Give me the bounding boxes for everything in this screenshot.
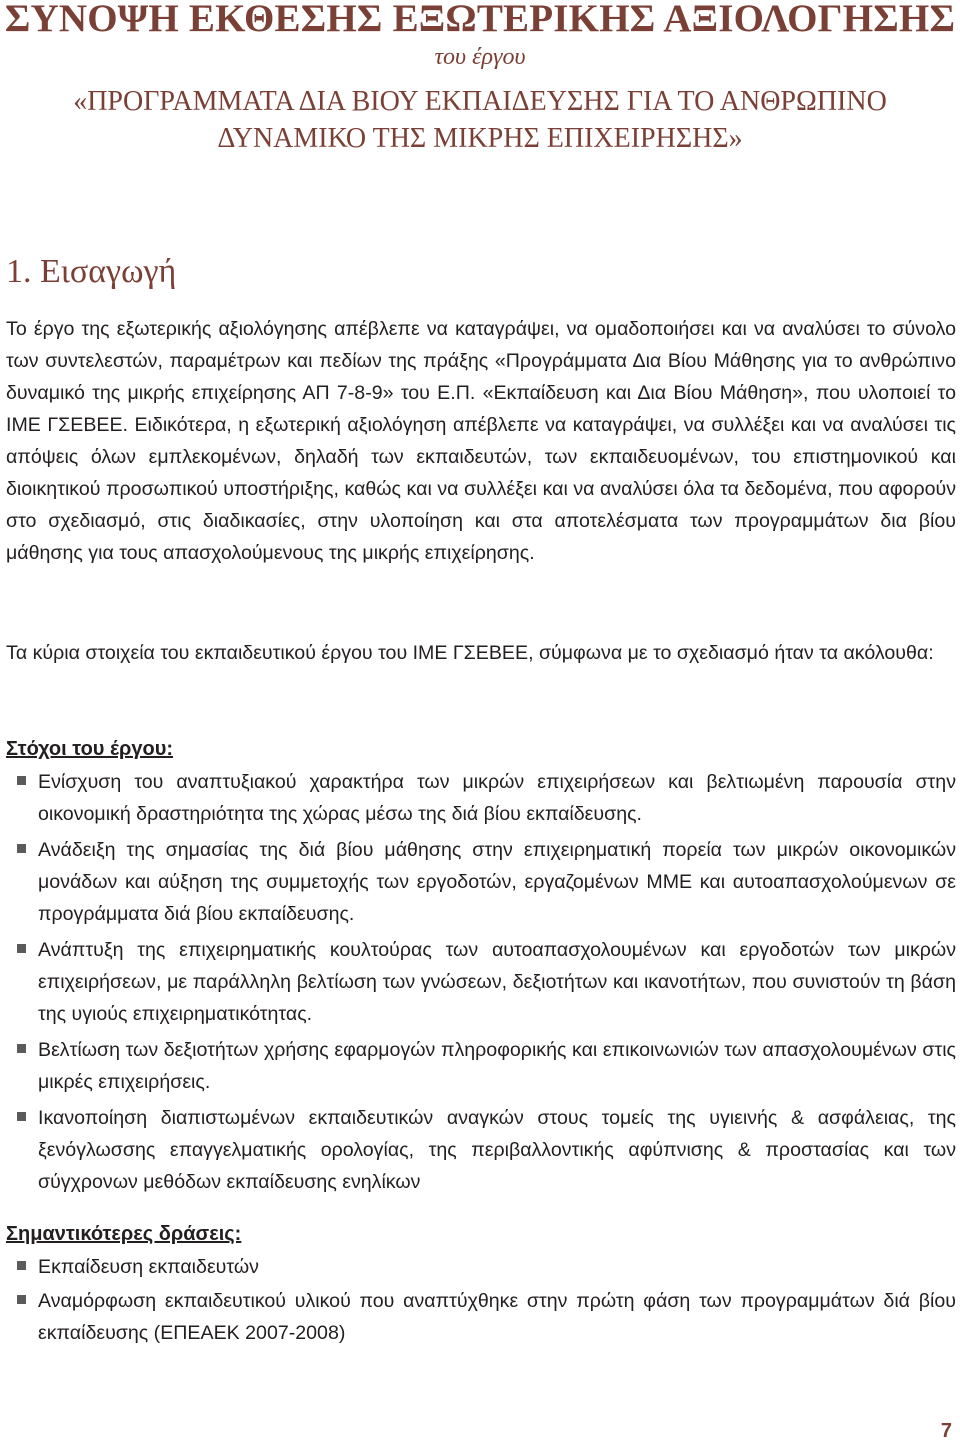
square-bullet-icon — [17, 1295, 26, 1304]
goal-item — [0, 834, 956, 930]
project-name-line1: «ΠΡΟΓΡΑΜΜΑΤΑ ΔΙΑ ΒΙΟΥ ΕΚΠΑΙΔΕΥΣΗΣ ΓΙΑ ΤΟ ΑΝΘΡΩΠΙΝΟ — [73, 86, 887, 117]
square-bullet-icon — [17, 844, 26, 853]
goal-item — [0, 766, 956, 830]
main-elements-paragraph: Τα κύρια στοιχεία του εκπαιδευτικού έργου του ΙΜΕ ΓΣΕΒΕΕ, σύμφωνα με το σχεδιασμό ήταν τα ακόλουθα: — [6, 642, 934, 664]
goals-list — [0, 766, 956, 1202]
section-heading-introduction: 1. Εισαγωγή — [6, 253, 177, 290]
goal-item — [0, 1102, 956, 1198]
action-item-text: Αναμόρφωση εκπαιδευτικού υλικού που αναπτύχθηκε στην πρώτη φάση των προγραμμάτων διά βίου εκπαίδευσης (ΕΠΕΑΕΚ 2007-2008) — [38, 1290, 956, 1344]
square-bullet-icon — [17, 1044, 26, 1053]
goal-item-text: Ικανοποίηση διαπιστωμένων εκπαιδευτικών αναγκών στους τομείς της υγιεινής & ασφάλειας, της ξενόγλωσσης επαγγελματικής ορολογίας, της περιβαλλοντικής αφύπνισης & προστασίας και των σύγχρονων μεθόδων εκπαίδευσης ενηλίκων — [38, 1107, 956, 1193]
square-bullet-icon — [17, 776, 26, 785]
report-subtitle: του έργου — [434, 44, 526, 70]
goal-item-text: Ανάπτυξη της επιχειρηματικής κουλτούρας των αυτοαπασχολουμένων και εργοδοτών των μικρών επιχειρήσεων, με παράλληλη βελτίωση των γνώσεων, δεξιοτήτων και ικανοτήτων, που συνιστούν τη βάση της υγιούς επιχειρηματικότητας. — [38, 939, 956, 1025]
goal-item-text: Ενίσχυση του αναπτυξιακού χαρακτήρα των μικρών επιχειρήσεων και βελτιωμένη παρουσία στην οικονομική δραστηριότητα της χώρας μέσω της διά βίου εκπαίδευσης. — [38, 771, 956, 825]
goal-item-text: Βελτίωση των δεξιοτήτων χρήσης εφαρμογών πληροφορικής και επικοινωνιών των απασχολουμένων στις μικρές επιχειρήσεις. — [38, 1039, 956, 1093]
goals-heading: Στόχοι του έργου: — [6, 738, 174, 760]
square-bullet-icon — [17, 1261, 26, 1270]
actions-list — [0, 1251, 956, 1351]
square-bullet-icon — [17, 1112, 26, 1121]
action-item — [0, 1251, 956, 1283]
goal-item — [0, 1034, 956, 1098]
square-bullet-icon — [17, 944, 26, 953]
intro-paragraph: Το έργο της εξωτερικής αξιολόγησης απέβλεπε να καταγράψει, να ομαδοποιήσει και να αναλύσει το σύνολο των συντελεστών, παραμέτρων και πεδίων της πράξης «Προγράμματα Δια Βίου Μάθησης για το ανθρώπινο δυναμικό της μικρής επιχείρησης ΑΠ 7-8-9» του Ε.Π. «Εκπαίδευση και Δια Βίου Μάθηση», που υλοποιεί το ΙΜΕ ΓΣΕΒΕΕ. Ειδικότερα, η εξωτερική αξιολόγηση απέβλεπε να καταγράψει, να συλλέξει και να αναλύσει τις απόψεις όλων εμπλεκομένων, δηλαδή των εκπαιδευτών, των εκπαιδευομένων, του επιστημονικού και διοικητικού προσωπικού υποστήριξης, καθώς και να συλλέξει και να αναλύσει όλα τα δεδομένα, που αφορούν στο σχεδιασμό, στις διαδικασίες, στην υλοποίηση και στα αποτελέσματα των προγραμμάτων δια βίου μάθησης για τους απασχολούμενους της μικρής επιχείρησης. — [6, 318, 956, 564]
goal-item-text: Ανάδειξη της σημασίας της διά βίου μάθησης στην επιχειρηματική πορεία των μικρών οικονομικών μονάδων και αύξηση της συμμετοχής των εργοδοτών, εργαζομένων ΜΜΕ και αυτοαπασχολούμενων σε προγράμματα διά βίου εκπαίδευσης. — [38, 839, 956, 925]
goal-item — [0, 934, 956, 1030]
page-number: 7 — [940, 1420, 952, 1442]
report-title: ΣΥΝΟΨΗ ΕΚΘΕΣΗΣ ΕΞΩΤΕΡΙΚΗΣ ΑΞΙΟΛΟΓΗΣΗΣ — [4, 0, 956, 40]
actions-heading: Σημαντικότερες δράσεις: — [6, 1223, 242, 1245]
action-item — [0, 1285, 956, 1349]
project-name-line2: ΔΥΝΑΜΙΚΟ ΤΗΣ ΜΙΚΡΗΣ ΕΠΙΧΕΙΡΗΣΗΣ» — [217, 123, 743, 154]
action-item-text: Εκπαίδευση εκπαιδευτών — [38, 1256, 259, 1278]
